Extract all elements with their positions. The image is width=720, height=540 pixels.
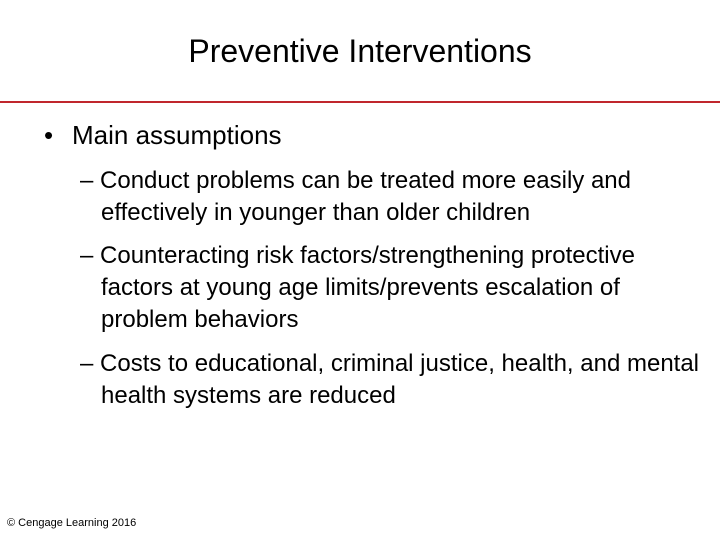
sub-bullet-2 <box>80 240 706 336</box>
sub-bullet-text: Costs to educational, criminal justice, health, and mental health systems are reduced <box>100 350 700 409</box>
main-bullet <box>44 118 684 152</box>
sub-bullet-1 <box>80 165 706 229</box>
copyright-footer: © Cengage Learning 2016 <box>7 517 137 529</box>
sub-bullet-3 <box>80 348 706 412</box>
sub-bullet-marker: – <box>80 167 94 194</box>
sub-bullet-marker: – <box>80 350 94 377</box>
main-bullet-text: Main assumptions <box>72 120 282 150</box>
sub-bullet-marker: – <box>80 242 94 269</box>
slide-title: Preventive Interventions <box>188 33 532 69</box>
sub-bullet-text: Conduct problems can be treated more easily and effectively in younger than older children <box>100 167 631 226</box>
bullet-marker: • <box>44 120 54 150</box>
sub-bullet-text: Counteracting risk factors/strengthening protective factors at young age limits/prevents escalation of problem behaviors <box>100 242 635 333</box>
title-divider <box>0 101 720 103</box>
